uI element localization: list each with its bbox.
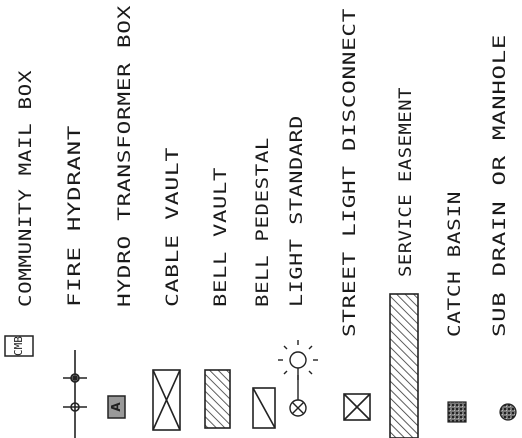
legend-label-fire-hydrant: FIRE HYDRANT <box>65 178 85 307</box>
bell-vault-symbol <box>205 370 230 428</box>
cable-vault-symbol <box>153 370 180 430</box>
legend-label-street-light-disconnect: STREET LIGHT DISCONNECT <box>340 90 360 337</box>
legend-label-bell-pedestal: BELL PEDESTAL <box>253 167 273 307</box>
light-standard-symbol <box>278 340 318 416</box>
legend-label-bell-vault: BELL VAULT <box>211 199 231 307</box>
hydro-transformer-symbol-text: A <box>109 402 123 412</box>
fire-hydrant-symbol <box>63 350 87 438</box>
cmb-symbol-text: CMB <box>12 336 25 356</box>
service-easement-symbol <box>390 294 418 438</box>
catch-basin-symbol <box>448 402 466 422</box>
legend-label-cable-vault: CABLE VAULT <box>163 188 183 307</box>
legend-label-sub-drain-or-manhole: SUB DRAIN OR MANHOLE <box>490 122 510 337</box>
legend-label-community-mail-box: COMMUNITY MAIL BOX <box>16 113 36 307</box>
legend-label-hydro-transformer-box: HYDRO TRANSFORMER BOX <box>115 81 135 307</box>
bell-pedestal-symbol <box>253 388 275 428</box>
legend-label-service-easement: SERVICE EASEMENT <box>396 105 416 277</box>
street-light-disconnect-symbol <box>344 394 370 420</box>
hydro-transformer-box-symbol <box>108 396 125 418</box>
community-mail-box-symbol <box>5 336 33 356</box>
sub-drain-or-manhole-symbol <box>500 404 516 420</box>
legend-label-catch-basin: CATCH BASIN <box>445 218 465 337</box>
legend-label-light-standard: LIGHT STANDARD <box>287 156 307 307</box>
